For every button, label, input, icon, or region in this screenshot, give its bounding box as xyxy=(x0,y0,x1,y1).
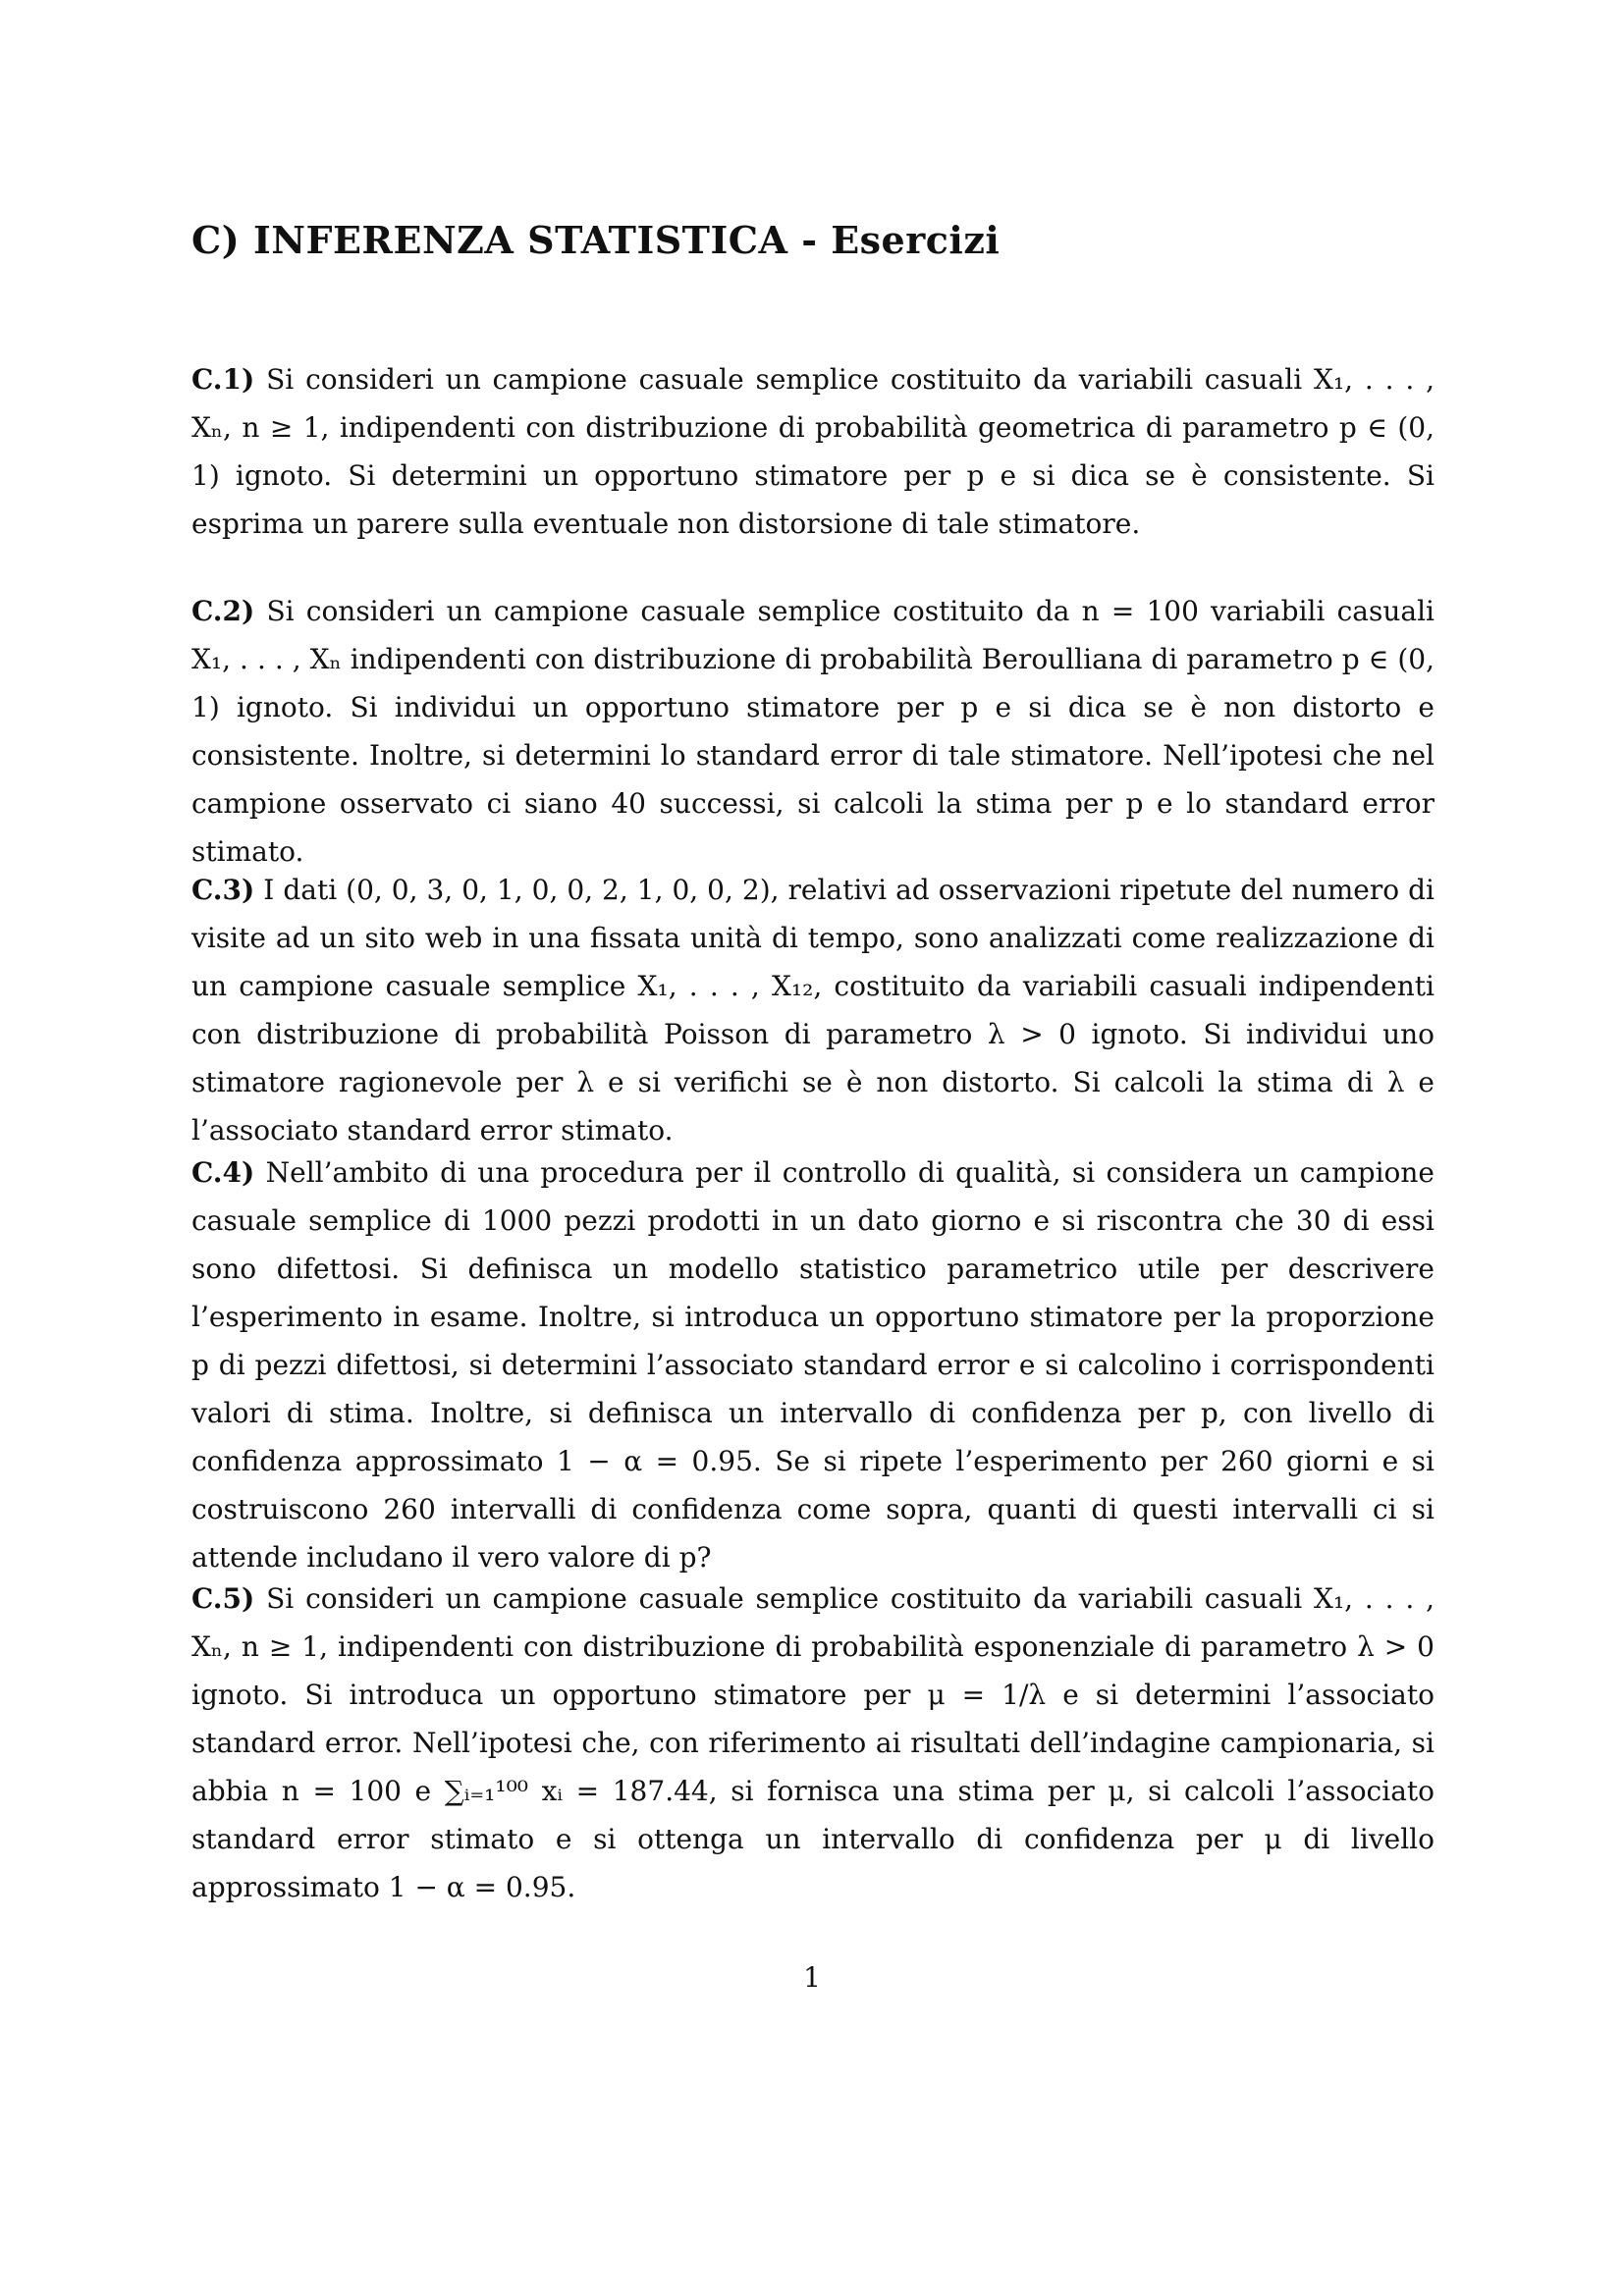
exercise-text: Nell’ambito di una procedura per il controllo di qualità, si considera un campione casuale semplice di 1000 pezzi prodotti in un dato giorno e si riscontra che 30 di essi sono difettosi. Si definisca un modello statistico parametrico utile per descrivere l’esperimento in esame. Inoltre, si introduca un opportuno stimatore per la proporzione p di pezzi difettosi, si determini l’associato standard error e si calcolino i corrispondenti valori di stima. Inoltre, si definisca un intervallo di confidenza per p, con livello di confidenza approssimato 1 − α = 0.95. Se si ripete l’esperimento per 260 giorni e si costruiscono 260 intervalli di confidenza come sopra, quanti di questi intervalli ci si attende includano il vero valore di p? xyxy=(191,1156,1435,1574)
exercise-label: C.2) xyxy=(191,595,255,627)
exercise-text: I dati (0, 0, 3, 0, 1, 0, 0, 2, 1, 0, 0, 2), relativi ad osservazioni ripetute del numero di visite ad un sito web in una fissata unità di tempo, sono analizzati come realizzazione di un campione casuale semplice X₁, . . . , X₁₂, costituito da variabili casuali indipendenti con distribuzione di probabilità Poisson di parametro λ > 0 ignoto. Si individui uno stimatore ragionevole per λ e si verifichi se è non distorto. Si calcoli la stima di λ e l’associato standard error stimato. xyxy=(191,874,1435,1147)
exercise-text: Si consideri un campione casuale semplice costituito da n = 100 variabili casuali X₁, . . . , Xₙ indipendenti con distribuzione di probabilità Beroulliana di parametro p ∈ (0, 1) ignoto. Si individui un opportuno stimatore per p e si dica se è non distorto e consistente. Inoltre, si determini lo standard error di tale stimatore. Nell’ipotesi che nel campione osservato ci siano 40 successi, si calcoli la stima per p e lo standard error stimato. xyxy=(191,595,1435,868)
exercise-c3 xyxy=(191,866,1435,1154)
exercise-text: Si consideri un campione casuale semplice costituito da variabili casuali X₁, . . . , Xₙ, n ≥ 1, indipendenti con distribuzione di probabilità esponenziale di parametro λ > 0 ignoto. Si introduca un opportuno stimatore per μ = 1/λ e si determini l’associato standard error. Nell’ipotesi che, con riferimento ai risultati dell’indagine campionaria, si abbia n = 100 e ∑ᵢ₌₁¹⁰⁰ xᵢ = 187.44, si fornisca una stima per μ, si calcoli l’associato standard error stimato e si ottenga un intervallo di confidenza per μ di livello approssimato 1 − α = 0.95. xyxy=(191,1582,1435,1903)
exercise-label: C.3) xyxy=(191,874,255,906)
exercise-c5 xyxy=(191,1575,1435,1911)
page-title: C) INFERENZA STATISTICA - Esercizi xyxy=(191,218,1001,262)
exercise-c4 xyxy=(191,1148,1435,1581)
exercise-label: C.1) xyxy=(191,363,255,396)
exercise-c2 xyxy=(191,587,1435,876)
exercise-c1 xyxy=(191,355,1435,548)
page-number: 1 xyxy=(803,1961,821,1994)
exercise-text: Si consideri un campione casuale semplice costituito da variabili casuali X₁, . . . , Xₙ, n ≥ 1, indipendenti con distribuzione di probabilità geometrica di parametro p ∈ (0, 1) ignoto. Si determini un opportuno stimatore per p e si dica se è consistente. Si esprima un parere sulla eventuale non distorsione di tale stimatore. xyxy=(191,363,1435,540)
exercise-label: C.4) xyxy=(191,1156,255,1189)
exercise-label: C.5) xyxy=(191,1582,255,1615)
